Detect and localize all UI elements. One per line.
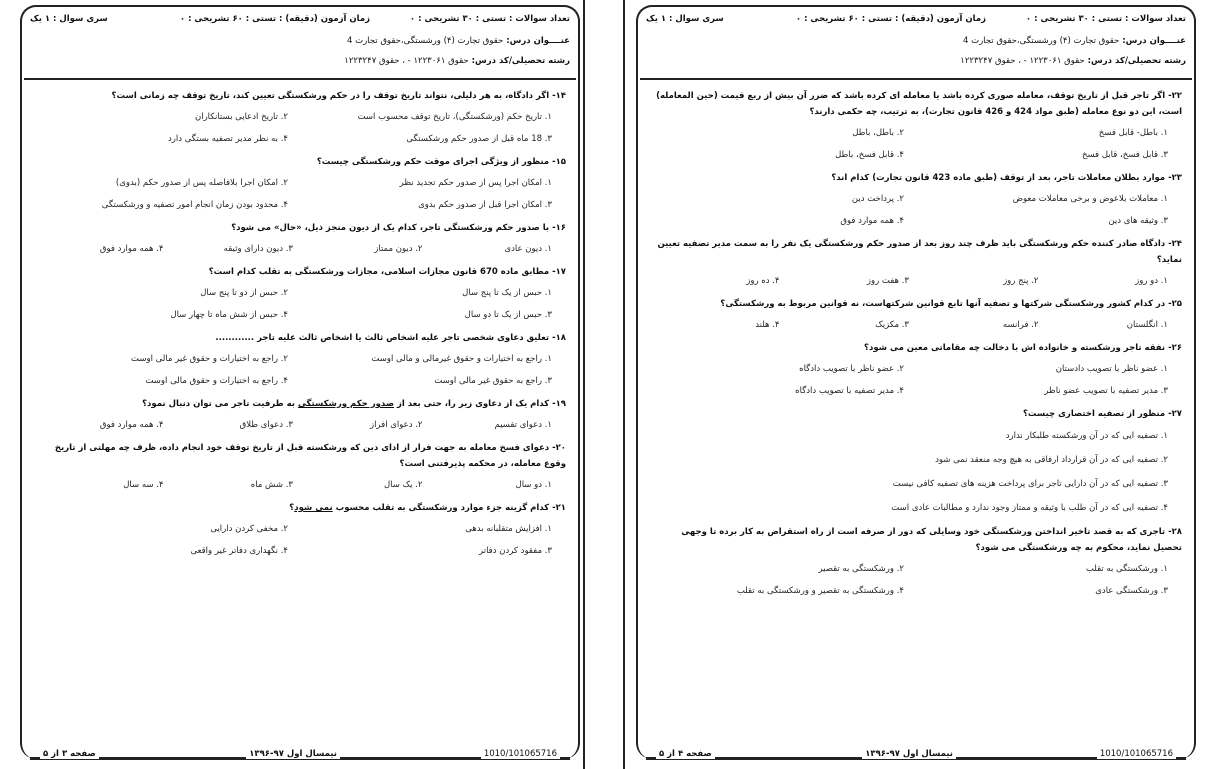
- answer-option: ۱. دیون عادی: [504, 244, 552, 254]
- answer-option: ۴. قابل فسخ، باطل: [835, 150, 904, 160]
- answer-option: ۲. ورشکستگی به تقصیر: [818, 564, 904, 574]
- answer-option: ۱. تصفیه ایی که در آن ورشکسته طلبکار ندارد: [1005, 431, 1168, 441]
- options-group: [34, 238, 552, 260]
- answer-option: ۳. هفت روز: [866, 276, 909, 286]
- answer-option: ۴. تصفیه ایی که در آن طلب با وثیقه و ممتاز وجود ندارد و مطالبات عادی است: [891, 503, 1168, 513]
- question-text: [34, 500, 566, 516]
- question-text: ۲۳- موارد بطلان معاملات تاجر، بعد از توقف (طبق ماده 423 قانون تجارت) کدام اند؟: [831, 173, 1182, 183]
- answer-option: ۴. راجع به اختیارات و حقوق مالی اوست: [145, 376, 288, 386]
- answer-option: ۲. دیون ممتاز: [374, 244, 423, 254]
- page-number: صفحه ۴ از ۵: [656, 749, 715, 759]
- options-group: [34, 106, 552, 150]
- options-group: [34, 414, 552, 436]
- question-text-part: ۱۹- کدام یک از دعاوی زیر را، حتی بعد از: [394, 399, 566, 409]
- answer-option: ۳. شش ماه: [250, 480, 293, 490]
- question-text: ۱۷- مطابق ماده 670 قانون مجازات اسلامی، مجازات ورشکستگی به تقلب کدام است؟: [208, 267, 566, 277]
- answer-option: ۱. دو روز: [1135, 276, 1168, 286]
- answer-option: ۲. پرداخت دین: [851, 194, 904, 204]
- question-text: ۱۴- اگر دادگاه، به هر دلیلی، نتواند تاریخ توقف را در حکم ورشکستگی تعیین کند، تاریخ توقف چه زمانی است؟: [111, 91, 566, 101]
- answer-option: ۱. باطل- قابل فسخ: [1098, 128, 1168, 138]
- answer-option: ۲. فرانسه: [1002, 320, 1039, 330]
- answer-option: ۲. راجع به اختیارات و حقوق غیر مالی اوست: [131, 354, 288, 364]
- options-group: [650, 558, 1168, 602]
- answer-option: ۲. پنج روز: [1003, 276, 1039, 286]
- question-text: ۲۸- تاجری که به قصد تاخیر انداختن ورشکستگی خود وسایلی که دور از صرفه است از راه استقراض به کار برده تا وجهی تحصیل نماید، محکوم به چه ورشکستگی می شود؟: [681, 527, 1182, 553]
- barcode: 1010/101065716: [481, 749, 560, 759]
- answer-option: ۲. دعوای افراز: [369, 420, 423, 430]
- answer-option: ۲. مخفی کردن دارایی: [210, 524, 288, 534]
- answer-option: ۱. عضو ناظر با تصویب دادستان: [1055, 364, 1168, 374]
- options-group: [650, 122, 1168, 166]
- questions-list: [34, 86, 566, 739]
- exam-page-3: [20, 0, 580, 769]
- answer-option: ۳. حبس از یک تا دو سال: [464, 310, 552, 320]
- question-text-part: ۲۱- کدام گزینه جزء موارد ورشکستگی به تقلب محسوب: [332, 503, 566, 513]
- question-text: ۲۷- منظور از تصفیه اختصاری چیست؟: [1023, 409, 1182, 419]
- course-title-label: عنــــوان درس:: [1122, 36, 1186, 46]
- answer-option: ۳. دعوای طلاق: [239, 420, 293, 430]
- answer-option: ۳. مکزیک: [875, 320, 909, 330]
- options-group: [650, 358, 1168, 402]
- answer-option: ۲. تاریخ ادعایی بستانکاران: [194, 112, 288, 122]
- answer-option: ۱. حبس از یک تا پنج سال: [462, 288, 552, 298]
- answer-option: ۴. حبس از شش ماه تا چهار سال: [170, 310, 288, 320]
- answer-option: ۴. همه موارد فوق: [99, 244, 164, 254]
- answer-option: ۳. مدیر تصفیه با تصویب عضو ناظر: [1044, 386, 1168, 396]
- answer-option: ۲. یک سال: [383, 480, 423, 490]
- answer-option: ۳. مفقود کردن دفاتر: [479, 546, 552, 556]
- answer-option: ۳. راجع به حقوق غیر مالی اوست: [434, 376, 552, 386]
- answer-option: ۲. تصفیه ایی که در آن قرارداد ارفاقی به هیچ وجه منعقد نمی شود: [935, 455, 1168, 465]
- options-group: [34, 474, 552, 496]
- answer-option: ۴. همه موارد فوق: [99, 420, 164, 430]
- answer-option: ۳. وثیقه های دین: [1108, 216, 1168, 226]
- tests-count: تعداد سوالات : تستی : ۳۰ تشریحی : ۰: [409, 14, 570, 24]
- course-title: حقوق تجارت (۴) ورشستگی،حقوق تجارت 4: [962, 36, 1120, 46]
- semester: نیمسال اول ۹۷-۱۳۹۶: [246, 749, 340, 759]
- page-footer: [30, 745, 570, 765]
- answer-option: ۲. امکان اجرا بلافاصله پس از صدور حکم (بدوی): [115, 178, 288, 188]
- answer-option: ۴. نگهداری دفاتر غیر واقعی: [190, 546, 288, 556]
- series-label: سری سوال : ۱ یک: [30, 14, 108, 24]
- question-text: ۲۲- اگر تاجر قبل از تاریخ توقف، معامله صوری کرده باشد یا معامله ای کرده باشد که ضرر آن بیش از ربع قیمت (حین المعامله) است، این دو نوع معامله (طبق مواد 424 و 426 قانون تجارت)، به ترتیب، چه حکمی دارند؟: [656, 91, 1182, 117]
- answer-option: ۴. مدیر تصفیه با تصویب دادگاه: [795, 386, 904, 396]
- question-text: ۲۵- در کدام کشور ورشکستگی شرکتها و تصفیه آنها تابع قوانین شرکتهاست، نه قوانین مربوط به ورشکستگی؟: [720, 299, 1182, 309]
- tests-count: تعداد سوالات : تستی : ۳۰ تشریحی : ۰: [1025, 14, 1186, 24]
- answer-option: ۴. به نظر مدیر تصفیه بستگی دارد: [167, 134, 288, 144]
- exam-time: زمان آزمون (دقیقه) : تستی : ۶۰ تشریحی : ۰: [179, 14, 370, 24]
- question-text-underlined: صدور حکم ورشکستگی: [297, 399, 395, 409]
- options-group: [34, 518, 552, 562]
- header-rule: [640, 78, 1192, 80]
- series-label: سری سوال : ۱ یک: [646, 14, 724, 24]
- exam-page-4: [636, 0, 1196, 769]
- question-text-underlined: نمی شود: [294, 503, 333, 513]
- question-text: ۲۰- دعوای فسخ معامله به جهت فرار از ادای دین که ورشکسته قبل از تاریخ توقف خود انجام داده، ظرف چه مهلتی از تاریخ وقوع معامله، در محکمه پذیرفتنی است؟: [54, 443, 566, 469]
- answer-option: ۲. عضو ناظر با تصویب دادگاه: [799, 364, 904, 374]
- answer-option: ۱. تاریخ حکم (ورشکستگی)، تاریخ توقف محسوب است: [357, 112, 552, 122]
- field-label: رشته تحصیلی/کد درس:: [471, 56, 570, 66]
- answer-option: ۱. ورشکستگی به تقلب: [1085, 564, 1168, 574]
- answer-option: ۴. ورشکستگی به تقصیر و ورشکستگی به تقلب: [736, 586, 904, 596]
- answer-option: ۴. هلند: [755, 320, 780, 330]
- options-group: [650, 424, 1168, 520]
- options-group: [34, 348, 552, 392]
- answer-option: ۱. راجع به اختیارات و حقوق غیرمالی و مالی اوست: [371, 354, 552, 364]
- answer-option: ۴. ده روز: [746, 276, 780, 286]
- answer-option: ۴. همه موارد فوق: [840, 216, 904, 226]
- center-divider-left: [583, 0, 585, 769]
- answer-option: ۳. امکان اجرا قبل از صدور حکم بدوی: [418, 200, 552, 210]
- question-text: ۲۶- نفقه تاجر ورشکسته و خانواده اش با دخالت چه مقاماتی معین می شود؟: [864, 343, 1182, 353]
- exam-header: [30, 12, 570, 78]
- center-divider-right: [623, 0, 625, 769]
- options-group: [650, 270, 1168, 292]
- options-group: [34, 172, 552, 216]
- course-title: حقوق تجارت (۴) ورشستگی،حقوق تجارت 4: [346, 36, 504, 46]
- answer-option: ۳. دیون دارای وثیقه: [223, 244, 293, 254]
- answer-option: ۲. حبس از دو تا پنج سال: [200, 288, 288, 298]
- questions-list: [650, 86, 1182, 739]
- answer-option: ۴. محدود بودن زمان انجام امور تصفیه و ورشکستگی: [101, 200, 288, 210]
- question-text: ۲۴- دادگاه صادر کننده حکم ورشکستگی باید ظرف چند روز بعد از صدور حکم ورشکستگی یک نفر را به سمت مدیر تصفیه تعیین نماید؟: [657, 239, 1182, 265]
- answer-option: ۴. سه سال: [123, 480, 164, 490]
- exam-header: [646, 12, 1186, 78]
- course-title-label: عنــــوان درس:: [506, 36, 570, 46]
- field-value: حقوق ۱۲۲۳۰۶۱ - ، حقوق ۱۲۲۳۲۴۷: [960, 56, 1085, 66]
- field-value: حقوق ۱۲۲۳۰۶۱ - ، حقوق ۱۲۲۳۲۴۷: [344, 56, 469, 66]
- question-text: ۱۶- با صدور حکم ورشکستگی تاجر، کدام یک از دیون منجز ذیل، «حال» می شود؟: [231, 223, 566, 233]
- answer-option: ۱. دعوای تقسیم: [494, 420, 552, 430]
- answer-option: ۳. ورشکستگی عادی: [1095, 586, 1168, 596]
- exam-time: زمان آزمون (دقیقه) : تستی : ۶۰ تشریحی : ۰: [795, 14, 986, 24]
- answer-option: ۲. باطل، باطل: [852, 128, 904, 138]
- answer-option: ۳. قابل فسخ، قابل فسخ: [1081, 150, 1168, 160]
- answer-option: ۱. امکان اجرا پس از صدور حکم تجدید نظر: [399, 178, 552, 188]
- answer-option: ۳. 18 ماه قبل از صدور حکم ورشکستگی: [406, 134, 552, 144]
- header-rule: [24, 78, 576, 80]
- question-text: ۱۵- منظور از ویژگی اجرای موقت حکم ورشکستگی چیست؟: [316, 157, 566, 167]
- answer-option: ۱. معاملات بلاعوض و برخی معاملات معوض: [1012, 194, 1168, 204]
- barcode: 1010/101065716: [1097, 749, 1176, 759]
- answer-option: ۱. انگلستان: [1126, 320, 1168, 330]
- question-text-part: به طرفیت تاجر می توان دنبال نمود؟: [142, 399, 298, 409]
- answer-option: ۱. افزایش متقلبانه بدهی: [465, 524, 552, 534]
- answer-option: ۳. تصفیه ایی که در آن دارایی تاجر برای پرداخت هزینه های تصفیه کافی نیست: [892, 479, 1168, 489]
- question-text-part: ؟: [289, 503, 295, 513]
- field-label: رشته تحصیلی/کد درس:: [1087, 56, 1186, 66]
- question-text: [34, 396, 566, 412]
- page-number: صفحه ۳ از ۵: [40, 749, 99, 759]
- options-group: [650, 188, 1168, 232]
- options-group: [650, 314, 1168, 336]
- page-footer: [646, 745, 1186, 765]
- question-text: ۱۸- تعلیق دعاوی شخصی تاجر علیه اشخاص ثالث یا اشخاص ثالث علیه تاجر ............: [215, 333, 566, 343]
- options-group: [34, 282, 552, 326]
- answer-option: ۱. دو سال: [515, 480, 552, 490]
- semester: نیمسال اول ۹۷-۱۳۹۶: [862, 749, 956, 759]
